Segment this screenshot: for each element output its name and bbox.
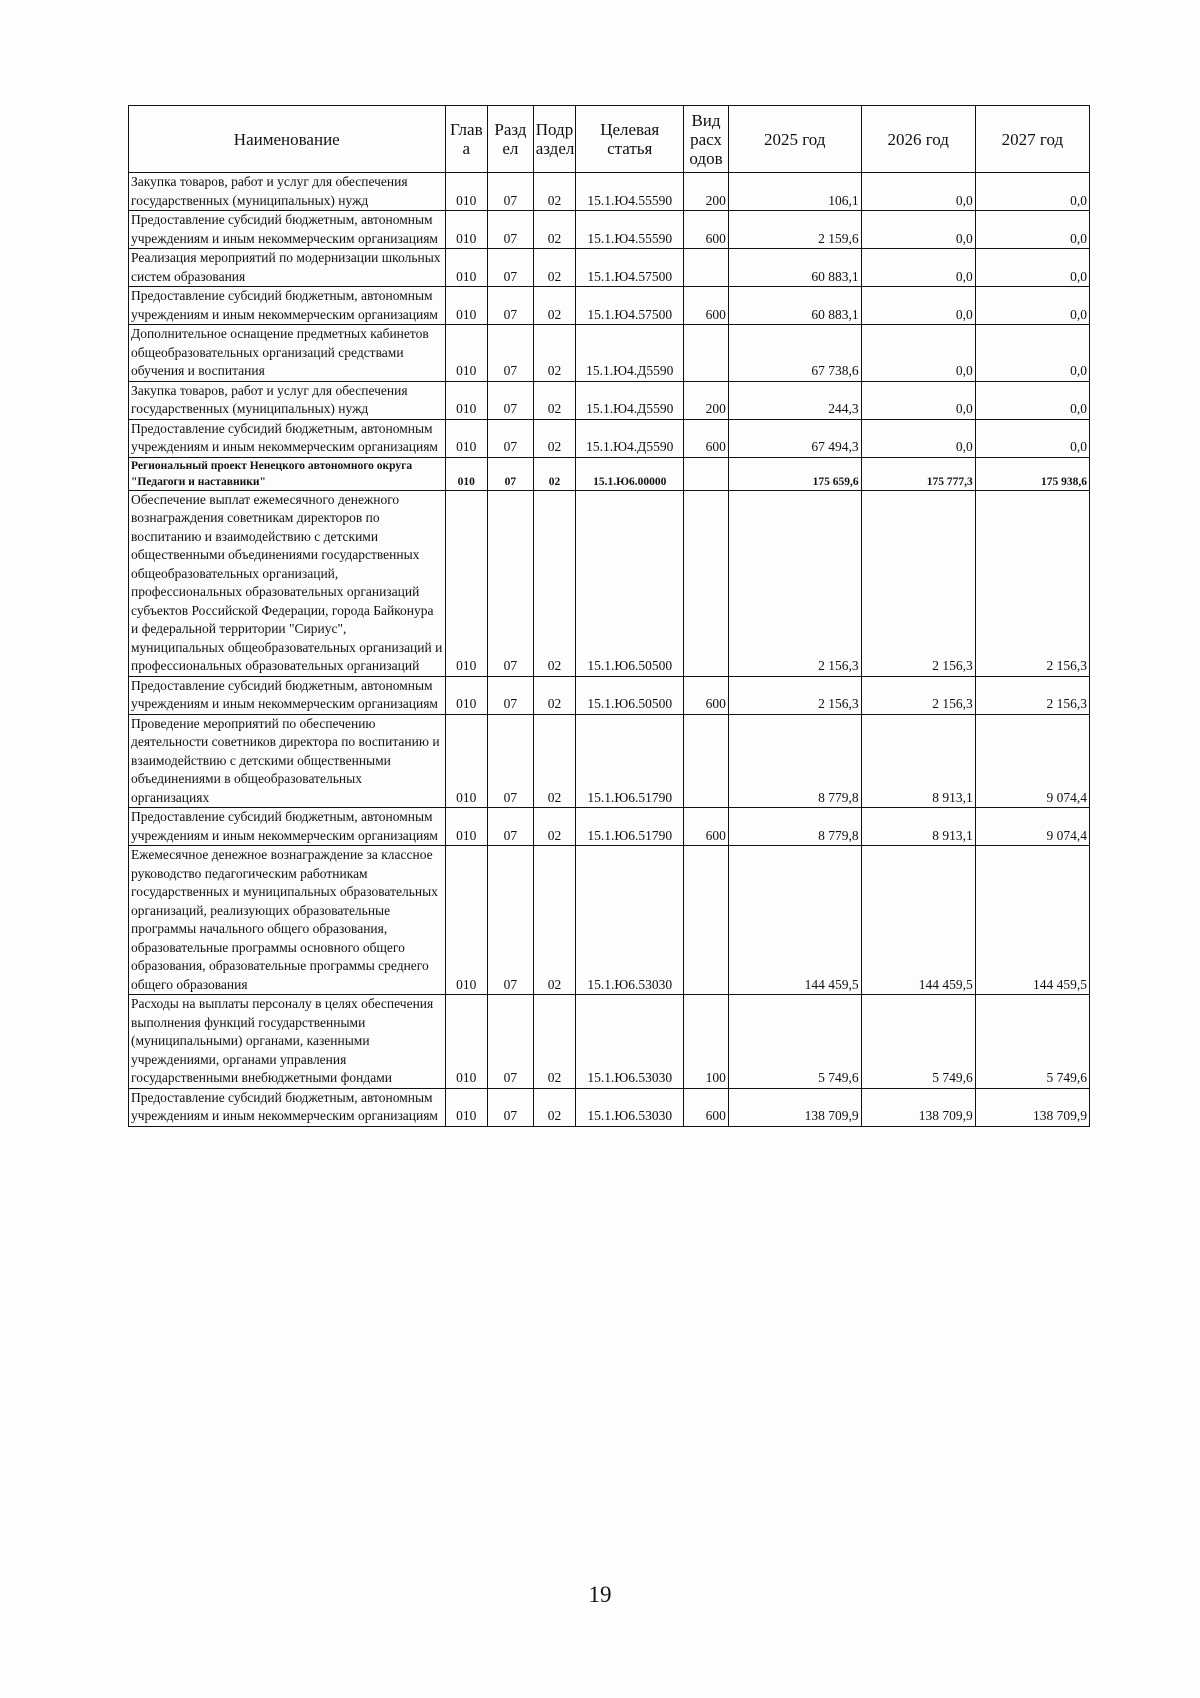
cell-celevaya-statya: 15.1.Ю6.50500 — [576, 676, 684, 714]
cell-name: Предоставление субсидий бюджетным, автономным учреждениям и иным некоммерческим организациям — [129, 1088, 446, 1126]
cell-celevaya-statya: 15.1.Ю4.55590 — [576, 211, 684, 249]
cell-podrazdel: 02 — [533, 490, 576, 676]
cell-glava: 010 — [445, 490, 488, 676]
cell-celevaya-statya: 15.1.Ю6.53030 — [576, 846, 684, 995]
table-row — [129, 490, 1090, 676]
cell-2026: 5 749,6 — [861, 995, 975, 1089]
cell-vid-rashodov: 600 — [684, 676, 729, 714]
table-row — [129, 325, 1090, 382]
cell-podrazdel: 02 — [533, 995, 576, 1089]
table-row — [129, 173, 1090, 211]
cell-podrazdel: 02 — [533, 676, 576, 714]
cell-podrazdel: 02 — [533, 419, 576, 457]
cell-vid-rashodov: 600 — [684, 287, 729, 325]
cell-2025: 144 459,5 — [728, 846, 861, 995]
cell-vid-rashodov: 200 — [684, 173, 729, 211]
cell-vid-rashodov: 600 — [684, 808, 729, 846]
cell-vid-rashodov — [684, 249, 729, 287]
cell-glava: 010 — [445, 173, 488, 211]
cell-name: Реализация мероприятий по модернизации школьных систем образования — [129, 249, 446, 287]
cell-vid-rashodov — [684, 457, 729, 490]
cell-2026: 144 459,5 — [861, 846, 975, 995]
table-row — [129, 249, 1090, 287]
cell-razdel: 07 — [488, 676, 534, 714]
header-2026: 2026 год — [861, 106, 975, 173]
table-row — [129, 995, 1090, 1089]
cell-2026: 8 913,1 — [861, 714, 975, 808]
cell-celevaya-statya: 15.1.Ю4.Д5590 — [576, 381, 684, 419]
cell-razdel: 07 — [488, 419, 534, 457]
cell-2027: 0,0 — [975, 419, 1089, 457]
table-row — [129, 419, 1090, 457]
cell-podrazdel: 02 — [533, 846, 576, 995]
header-2027: 2027 год — [975, 106, 1089, 173]
cell-2027: 0,0 — [975, 249, 1089, 287]
cell-celevaya-statya: 15.1.Ю4.55590 — [576, 173, 684, 211]
cell-2027: 0,0 — [975, 211, 1089, 249]
table-row — [129, 1088, 1090, 1126]
cell-name: Проведение мероприятий по обеспечению деятельности советников директора по воспитанию и взаимодействию с детскими общественными объединениями в общеобразовательных организациях — [129, 714, 446, 808]
cell-razdel: 07 — [488, 995, 534, 1089]
cell-podrazdel: 02 — [533, 381, 576, 419]
header-podrazdel: Подр аздел — [533, 106, 576, 173]
cell-glava: 010 — [445, 211, 488, 249]
table-row — [129, 457, 1090, 490]
cell-razdel: 07 — [488, 211, 534, 249]
cell-glava: 010 — [445, 457, 488, 490]
budget-table — [128, 105, 1090, 1127]
cell-name: Ежемесячное денежное вознаграждение за классное руководство педагогическим работникам государственных и муниципальных образовательных организаций, реализующих образовательные программы начального общего образования, образовательные программы основного общего образования, образовательные программы среднего общего образования — [129, 846, 446, 995]
cell-podrazdel: 02 — [533, 211, 576, 249]
cell-glava: 010 — [445, 846, 488, 995]
cell-2026: 175 777,3 — [861, 457, 975, 490]
cell-2026: 0,0 — [861, 325, 975, 382]
cell-2025: 2 159,6 — [728, 211, 861, 249]
cell-vid-rashodov: 200 — [684, 381, 729, 419]
cell-razdel: 07 — [488, 1088, 534, 1126]
cell-2027: 2 156,3 — [975, 676, 1089, 714]
cell-2025: 60 883,1 — [728, 249, 861, 287]
cell-2026: 2 156,3 — [861, 490, 975, 676]
cell-razdel: 07 — [488, 846, 534, 995]
cell-podrazdel: 02 — [533, 249, 576, 287]
cell-name: Закупка товаров, работ и услуг для обеспечения государственных (муниципальных) нужд — [129, 173, 446, 211]
cell-name: Предоставление субсидий бюджетным, автономным учреждениям и иным некоммерческим организациям — [129, 287, 446, 325]
cell-name: Предоставление субсидий бюджетным, автономным учреждениям и иным некоммерческим организациям — [129, 808, 446, 846]
cell-2026: 0,0 — [861, 249, 975, 287]
cell-2026: 0,0 — [861, 211, 975, 249]
cell-2026: 138 709,9 — [861, 1088, 975, 1126]
cell-2025: 8 779,8 — [728, 714, 861, 808]
cell-2025: 175 659,6 — [728, 457, 861, 490]
cell-podrazdel: 02 — [533, 457, 576, 490]
cell-podrazdel: 02 — [533, 808, 576, 846]
cell-glava: 010 — [445, 325, 488, 382]
cell-celevaya-statya: 15.1.Ю6.51790 — [576, 808, 684, 846]
cell-vid-rashodov — [684, 325, 729, 382]
cell-2025: 67 494,3 — [728, 419, 861, 457]
table-header — [129, 106, 1090, 173]
cell-2027: 144 459,5 — [975, 846, 1089, 995]
cell-razdel: 07 — [488, 381, 534, 419]
cell-podrazdel: 02 — [533, 287, 576, 325]
cell-podrazdel: 02 — [533, 714, 576, 808]
cell-2026: 8 913,1 — [861, 808, 975, 846]
cell-glava: 010 — [445, 381, 488, 419]
cell-podrazdel: 02 — [533, 173, 576, 211]
cell-name: Обеспечение выплат ежемесячного денежного вознаграждения советникам директоров по воспитанию и взаимодействию с детскими общественными объединениями государственных общеобразовательных организаций, профессиональных образовательных организаций субъектов Российской Федерации, города Байконура и федеральной территории "Сириус", муниципальных общеобразовательных организаций и профессиональных образовательных организаций — [129, 490, 446, 676]
cell-podrazdel: 02 — [533, 325, 576, 382]
cell-glava: 010 — [445, 287, 488, 325]
header-name: Наименование — [129, 106, 446, 173]
header-razdel: Разд ел — [488, 106, 534, 173]
cell-name: Дополнительное оснащение предметных кабинетов общеобразовательных организаций средствами обучения и воспитания — [129, 325, 446, 382]
cell-vid-rashodov: 600 — [684, 1088, 729, 1126]
cell-celevaya-statya: 15.1.Ю6.51790 — [576, 714, 684, 808]
cell-vid-rashodov — [684, 714, 729, 808]
cell-glava: 010 — [445, 714, 488, 808]
cell-razdel: 07 — [488, 173, 534, 211]
cell-2025: 106,1 — [728, 173, 861, 211]
cell-razdel: 07 — [488, 249, 534, 287]
cell-razdel: 07 — [488, 287, 534, 325]
cell-razdel: 07 — [488, 714, 534, 808]
page-number: 19 — [588, 1582, 612, 1607]
cell-glava: 010 — [445, 808, 488, 846]
cell-2026: 0,0 — [861, 419, 975, 457]
cell-2025: 60 883,1 — [728, 287, 861, 325]
cell-glava: 010 — [445, 995, 488, 1089]
table-row — [129, 211, 1090, 249]
cell-vid-rashodov: 600 — [684, 419, 729, 457]
cell-name: Предоставление субсидий бюджетным, автономным учреждениям и иным некоммерческим организациям — [129, 211, 446, 249]
table-row — [129, 846, 1090, 995]
cell-2026: 0,0 — [861, 287, 975, 325]
cell-2025: 8 779,8 — [728, 808, 861, 846]
cell-name: Предоставление субсидий бюджетным, автономным учреждениям и иным некоммерческим организациям — [129, 419, 446, 457]
cell-vid-rashodov — [684, 846, 729, 995]
cell-glava: 010 — [445, 249, 488, 287]
cell-2027: 0,0 — [975, 325, 1089, 382]
cell-vid-rashodov — [684, 490, 729, 676]
table-row — [129, 808, 1090, 846]
cell-vid-rashodov: 600 — [684, 211, 729, 249]
table-row — [129, 287, 1090, 325]
cell-razdel: 07 — [488, 808, 534, 846]
header-glava: Глав а — [445, 106, 488, 173]
cell-glava: 010 — [445, 1088, 488, 1126]
cell-2027: 0,0 — [975, 173, 1089, 211]
cell-name: Предоставление субсидий бюджетным, автономным учреждениям и иным некоммерческим организациям — [129, 676, 446, 714]
table-row — [129, 714, 1090, 808]
cell-2025: 138 709,9 — [728, 1088, 861, 1126]
cell-name: Закупка товаров, работ и услуг для обеспечения государственных (муниципальных) нужд — [129, 381, 446, 419]
cell-celevaya-statya: 15.1.Ю4.Д5590 — [576, 419, 684, 457]
cell-razdel: 07 — [488, 457, 534, 490]
cell-2026: 0,0 — [861, 173, 975, 211]
cell-2027: 9 074,4 — [975, 808, 1089, 846]
cell-2025: 2 156,3 — [728, 490, 861, 676]
cell-celevaya-statya: 15.1.Ю6.50500 — [576, 490, 684, 676]
cell-razdel: 07 — [488, 490, 534, 676]
cell-2027: 0,0 — [975, 287, 1089, 325]
cell-2026: 2 156,3 — [861, 676, 975, 714]
header-2025: 2025 год — [728, 106, 861, 173]
cell-2025: 2 156,3 — [728, 676, 861, 714]
cell-2025: 67 738,6 — [728, 325, 861, 382]
cell-2027: 9 074,4 — [975, 714, 1089, 808]
cell-celevaya-statya: 15.1.Ю6.53030 — [576, 1088, 684, 1126]
table-row — [129, 676, 1090, 714]
cell-2027: 0,0 — [975, 381, 1089, 419]
cell-2025: 244,3 — [728, 381, 861, 419]
cell-2027: 5 749,6 — [975, 995, 1089, 1089]
cell-2027: 175 938,6 — [975, 457, 1089, 490]
cell-celevaya-statya: 15.1.Ю6.00000 — [576, 457, 684, 490]
cell-razdel: 07 — [488, 325, 534, 382]
cell-name: Региональный проект Ненецкого автономного округа "Педагоги и наставники" — [129, 457, 446, 490]
cell-vid-rashodov: 100 — [684, 995, 729, 1089]
header-vid-rashodov: Вид расх одов — [684, 106, 729, 173]
cell-name: Расходы на выплаты персоналу в целях обеспечения выполнения функций государственными (муниципальными) органами, казенными учреждениями, органами управления государственными внебюджетными фондами — [129, 995, 446, 1089]
cell-2025: 5 749,6 — [728, 995, 861, 1089]
cell-glava: 010 — [445, 676, 488, 714]
cell-glava: 010 — [445, 419, 488, 457]
header-row — [129, 106, 1090, 173]
cell-celevaya-statya: 15.1.Ю4.57500 — [576, 249, 684, 287]
table-body — [129, 173, 1090, 1127]
cell-celevaya-statya: 15.1.Ю4.57500 — [576, 287, 684, 325]
cell-celevaya-statya: 15.1.Ю4.Д5590 — [576, 325, 684, 382]
cell-2027: 138 709,9 — [975, 1088, 1089, 1126]
cell-2027: 2 156,3 — [975, 490, 1089, 676]
header-celevaya-statya: Целевая статья — [576, 106, 684, 173]
cell-2026: 0,0 — [861, 381, 975, 419]
cell-podrazdel: 02 — [533, 1088, 576, 1126]
table-row — [129, 381, 1090, 419]
cell-celevaya-statya: 15.1.Ю6.53030 — [576, 995, 684, 1089]
